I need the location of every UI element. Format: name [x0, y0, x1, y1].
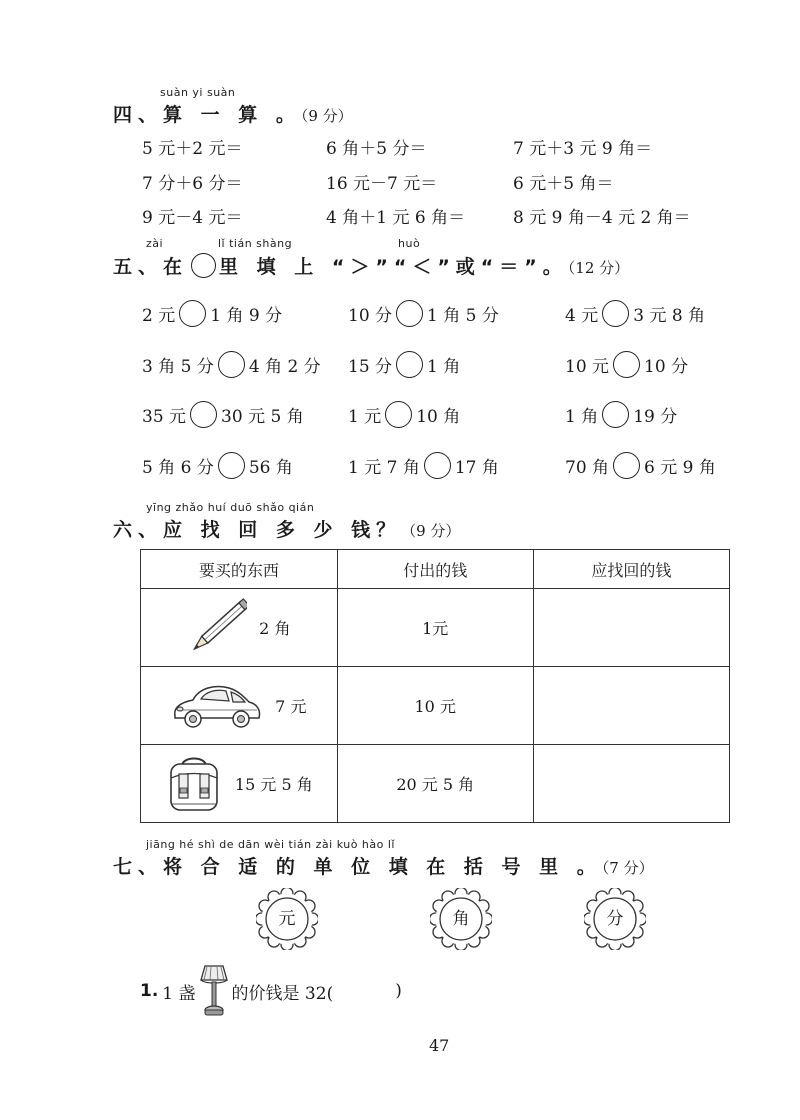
compare-item [565, 401, 677, 428]
calc-item: 6 角＋5 分＝ [326, 139, 427, 159]
col-header-paid: 付出的钱 [337, 550, 533, 589]
calc-item: 7 元＋3 元 9 角＝ [513, 139, 653, 159]
item-price: 7 元 [275, 697, 307, 716]
calc-item: 8 元 9 角－4 元 2 角＝ [513, 208, 691, 228]
compare-right: 1 角 5 分 [427, 306, 499, 326]
compare-left: 2 元 [142, 306, 176, 326]
calc-item: 4 角＋1 元 6 角＝ [326, 208, 466, 228]
col-header-change: 应找回的钱 [533, 550, 729, 589]
question-text-close: ) [395, 981, 402, 1001]
page-number: 47 [429, 1036, 450, 1055]
compare-circle[interactable] [613, 452, 640, 479]
item-price: 15 元 5 角 [234, 775, 313, 794]
compare-circle[interactable] [385, 401, 412, 428]
compare-item [142, 300, 282, 327]
lamp-icon [197, 962, 231, 1020]
question-text-pre: 1 盏 [162, 983, 196, 1004]
compare-right: 4 角 2 分 [248, 357, 321, 377]
compare-right: 56 角 [248, 458, 293, 478]
unit-label: 元 [278, 909, 296, 929]
calc-item: 6 元＋5 角＝ [513, 174, 614, 194]
compare-circle[interactable] [218, 351, 245, 378]
sec5-points: （12 分） [567, 259, 630, 277]
compare-left: 4 元 [565, 306, 599, 326]
schoolbag-icon [165, 754, 223, 814]
sec4-points: （9 分） [300, 107, 353, 125]
toy-car-icon [171, 682, 263, 730]
question-number: 1. [140, 981, 159, 1001]
paid-cell: 20 元 5 角 [337, 745, 533, 823]
compare-right: 1 角 [427, 357, 461, 377]
sec7-points: （7 分） [601, 859, 654, 877]
sec4-pinyin: suàn yi suàn [160, 86, 236, 99]
answer-circle-icon [191, 253, 216, 278]
sec7-pinyin: jiāng hé shì de dān wèi tián zài kuò hào lǐ [146, 838, 395, 851]
compare-left: 10 分 [348, 306, 393, 326]
sec5-pinyin-li: lǐ tián shàng [218, 237, 293, 250]
compare-item [565, 300, 705, 327]
sec4-title [113, 100, 353, 127]
unit-label: 分 [606, 909, 624, 929]
sec6-points: （9 分） [401, 522, 461, 540]
compare-left: 70 角 [565, 458, 610, 478]
item-price: 2 角 [259, 619, 291, 638]
sec6-title-text: 六、应 找 回 多 少 钱？ [113, 519, 402, 541]
compare-item [348, 351, 460, 378]
unit-badge-yuan[interactable] [256, 888, 318, 950]
unit-badge-fen[interactable] [584, 888, 646, 950]
compare-left: 10 元 [565, 357, 610, 377]
compare-right: 10 分 [644, 357, 689, 377]
compare-right: 10 角 [416, 407, 461, 427]
calc-item: 16 元－7 元＝ [326, 174, 438, 194]
calc-item: 7 分＋6 分＝ [142, 174, 243, 194]
change-cell[interactable] [533, 745, 729, 823]
compare-left: 5 角 6 分 [142, 458, 214, 478]
compare-item [142, 351, 321, 378]
paid-cell: 10 元 [337, 667, 533, 745]
sec5-title-a: 五、在 [113, 256, 189, 278]
compare-left: 1 元 [348, 407, 382, 427]
compare-left: 35 元 [142, 407, 187, 427]
compare-item [142, 452, 293, 479]
compare-left: 1 元 7 角 [348, 458, 420, 478]
unit-badge-jiao[interactable] [430, 888, 492, 950]
compare-right: 1 角 9 分 [210, 306, 283, 326]
sec7-title-text: 七、将 合 适 的 单 位 填 在 括 号 里 。 [113, 856, 602, 878]
compare-item [348, 401, 460, 428]
change-cell[interactable] [533, 589, 729, 667]
item-cell [141, 589, 338, 667]
compare-right: 6 元 9 角 [644, 458, 716, 478]
table-row [141, 745, 730, 823]
compare-right: 30 元 5 角 [221, 407, 304, 427]
sec6-pinyin: yīng zhǎo huí duō shǎo qián [146, 501, 315, 514]
pencil-icon [187, 595, 247, 661]
col-header-item: 要买的东西 [141, 550, 338, 589]
compare-left: 1 角 [565, 407, 599, 427]
table-row [141, 589, 730, 667]
compare-circle[interactable] [424, 452, 451, 479]
question-text-post: 的价钱是 32( [231, 983, 334, 1004]
item-cell [141, 667, 338, 745]
compare-item [565, 351, 688, 378]
compare-circle[interactable] [602, 401, 629, 428]
compare-circle[interactable] [218, 452, 245, 479]
item-cell [141, 745, 338, 823]
sec5-title [113, 252, 629, 279]
compare-item [565, 452, 716, 479]
table-header-row [141, 550, 730, 589]
sec5-pinyin-huo: huò [398, 237, 421, 250]
sec7-title [113, 852, 654, 879]
compare-right: 19 分 [633, 407, 678, 427]
paid-cell: 1元 [337, 589, 533, 667]
compare-item [142, 401, 304, 428]
compare-circle[interactable] [396, 351, 423, 378]
compare-item [348, 300, 499, 327]
compare-right: 17 角 [454, 458, 499, 478]
compare-circle[interactable] [602, 300, 629, 327]
compare-left: 15 分 [348, 357, 393, 377]
change-table [140, 549, 730, 823]
table-row [141, 667, 730, 745]
compare-circle[interactable] [396, 300, 423, 327]
compare-circle[interactable] [179, 300, 206, 327]
sec4-title-text: 四、算 一 算 。 [113, 104, 301, 126]
sec5-pinyin-zai: zài [146, 237, 164, 250]
compare-left: 3 角 5 分 [142, 357, 214, 377]
compare-circle[interactable] [613, 351, 640, 378]
compare-item [348, 452, 499, 479]
calc-item: 5 元＋2 元＝ [142, 139, 243, 159]
calc-item: 9 元－4 元＝ [142, 208, 243, 228]
change-cell[interactable] [533, 667, 729, 745]
unit-label: 角 [452, 909, 470, 929]
compare-circle[interactable] [190, 401, 217, 428]
sec5-title-b: 里 填 上 “＞”“＜”或“＝”。 [219, 256, 568, 278]
sec6-title [113, 515, 460, 542]
compare-right: 3 元 8 角 [633, 306, 706, 326]
question-1 [140, 962, 402, 1020]
